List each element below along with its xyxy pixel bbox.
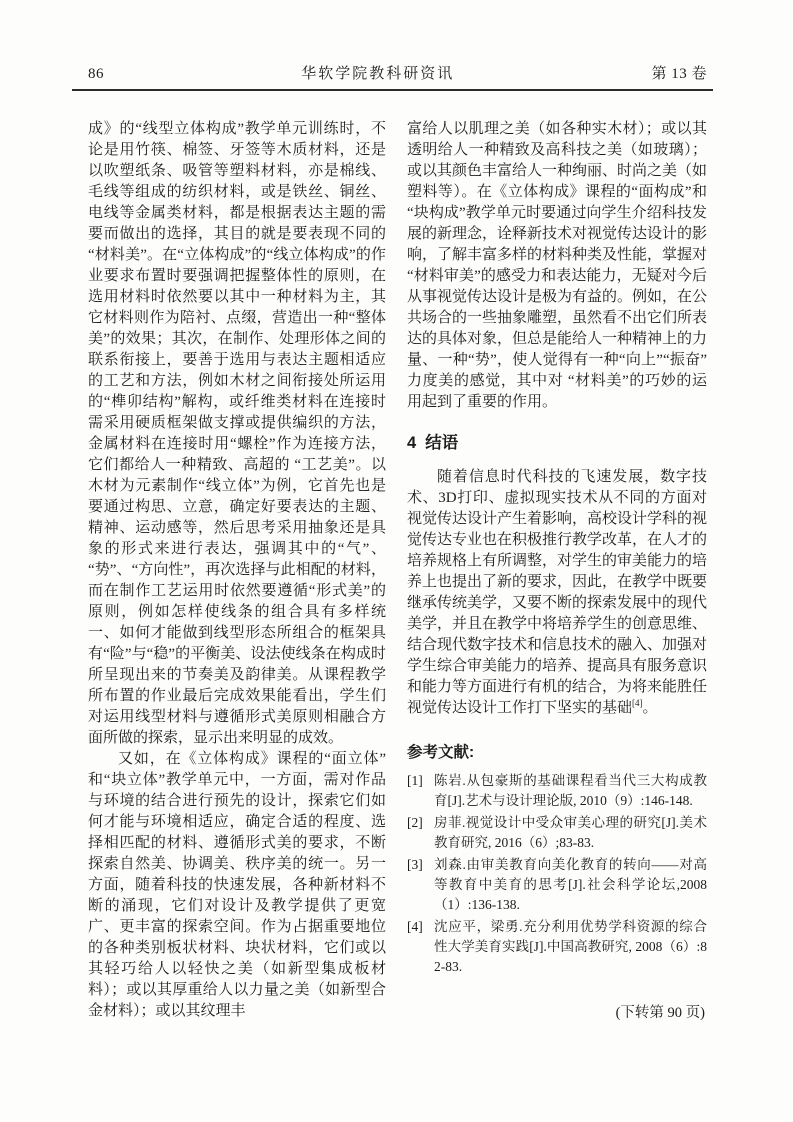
reference-label: [3] <box>407 857 423 872</box>
reference-item <box>407 813 707 853</box>
conclusion-paragraph <box>407 467 707 719</box>
reference-text: 陈岩.从包豪斯的基础课程看当代三大构成教育[J].艺术与设计理论版, 2010（9）:146-148. <box>434 773 707 808</box>
reference-text: 刘森.由审美教育向美化教育的转向——对高等教育中美育的思考[J].社会科学论坛,2008（1）:136-138. <box>434 857 707 912</box>
citation-marker: [4] <box>632 698 643 708</box>
body-paragraph: 又如，在《立体构成》课程的“面立体”和“块立体”教学单元中，一方面，需对作品与环境的结合进行预先的设计，探索它们如何才能与环境相适应，确定合适的程度、选择相匹配的材料、遵循形式美的要求，不断探索自然美、协调美、秩序美的统一。另一方面，随着科技的快速发展，各种新材料不断的涌现，它们对设计及教学提供了更宽广、更丰富的探索空间。作为占据重要地位的各种类别板状材料、块状材料，它们或以其轻巧给人以轻快之美（如新型集成板材料）；或以其厚重给人以力量之美（如新型合金材料）；或以其纹理丰 <box>88 751 386 1019</box>
reference-item <box>407 855 707 915</box>
journal-title: 华软学院教科研资讯 <box>301 66 455 82</box>
page-number: 86 <box>88 66 104 82</box>
continuation-note: (下转第 90 页) <box>615 1005 705 1021</box>
reference-label: [4] <box>407 919 423 934</box>
reference-label: [1] <box>407 773 423 788</box>
reference-text: 房菲.视觉设计中受众审美心理的研究[J].美术教育研究, 2016（6）;83-83. <box>434 815 707 850</box>
reference-item <box>407 917 707 977</box>
volume-label: 第 13 卷 <box>651 66 707 82</box>
reference-text: 沈应平，梁勇.充分利用优势学科资源的综合性大学美育实践[J].中国高教研究, 2008（6）:82-83. <box>434 919 707 974</box>
body-paragraph-continuation: 富给人以肌理之美（如各种实木材）；或以其透明给人一种精致及高科技之美（如玻璃）；或以其颜色丰富给人一种绚丽、时尚之美（如塑料等）。在《立体构成》课程的“面构成”和“块构成”教学单元时要通过向学生介绍科技发展的新理念，诠释新技术对视觉传达设计的影响，了解丰富多样的材料种类及性能，掌握对“材料审美”的感受力和表达能力，无疑对今后从事视觉传达设计是极为有益的。例如，在公共场合的一些抽象雕塑，虽然看不出它们所表达的具体对象，但总是能给人一种精神上的力量、一种“势”，使人觉得有一种“向上”“振奋”力度美的感觉，其中对 “材料美”的巧妙的运用起到了重要的作用。 <box>407 121 708 410</box>
conclusion-text: 随着信息时代科技的飞速发展，数字技术、3D打印、虚拟现实技术从不同的方面对视觉传达设计产生着影响，高校设计学科的视觉传达专业也在积极推行教学改革，在人才的培养规格上有所调整，对学生的审美能力的培养上也提出了新的要求，因此，在教学中既要继承传统美学，又要不断的探索发展中的现代美学，并且在教学中将培养学生的创意思维、结合现代数字技术和信息技术的融入、加强对学生综合审美能力的培养、提高具有服务意识和能力等方面进行有机的结合，为将来能胜任视觉传达设计工作打下坚实的基础 <box>407 469 708 716</box>
reference-item <box>407 771 707 811</box>
left-column <box>88 119 386 1022</box>
two-column-body <box>88 119 707 1022</box>
body-paragraph-continued: 成》的“线型立体构成”教学单元训练时，不论是用竹筷、棉签、牙签等木质材料，还是以吹塑纸条、吸管等塑料材料，亦是棉线、毛线等组成的纺织材料，或是铁丝、铜丝、电线等金属类材料，都是根据表达主题的需要而做出的选择，其目的就是要表现不同的“材料美”。在“立体构成”的“线立体构成”的作业要求布置时要强调把握整体性的原则，在选用材料时依然要以其中一种材料为主，其它材料则作为陪衬、点缀，营造出一种“整体美”的效果；其次，在制作、处理形体之间的联系衔接上，要善于选用与表达主题相适应的工艺和方法，例如木材之间衔接处所运用的“榫卯结构”解构，或纤维类材料在连接时需采用硬质框架做支撑或提供编织的方法，金属材料在连接时用“螺栓”作为连接方法，它们都给人一种精致、高超的 “工艺美”。以木材为元素制作“线立体”为例，它首先也是要通过构思、立意，确定好要表达的主题、精神、运动感等，然后思考采用抽象还是具象的形式来进行表达，强调其中的“气”、“势”、“方向性”，再次选择与此相配的材料，而在制作工艺运用时依然要遵循“形式美”的原则，例如怎样使线条的组合具有多样统一、如何才能做到线型形态所组合的框架具有“险”与“稳”的平衡美、设法使线条在构成时所呈现出来的节奏美及韵律美。从课程教学所布置的作业最后完成效果能看出，学生们对运用线型材料与遵循形式美原则相融合方面所做的探索，显示出来明显的成效。 <box>88 121 386 746</box>
section-heading <box>407 429 707 453</box>
conclusion-closing: 。 <box>642 700 658 716</box>
right-column <box>407 119 707 1022</box>
section-title: 结语 <box>425 434 459 452</box>
section-number: 4 <box>407 434 417 452</box>
references-heading: 参考文献: <box>407 744 475 761</box>
reference-label: [2] <box>407 815 423 830</box>
page-header <box>72 62 713 91</box>
